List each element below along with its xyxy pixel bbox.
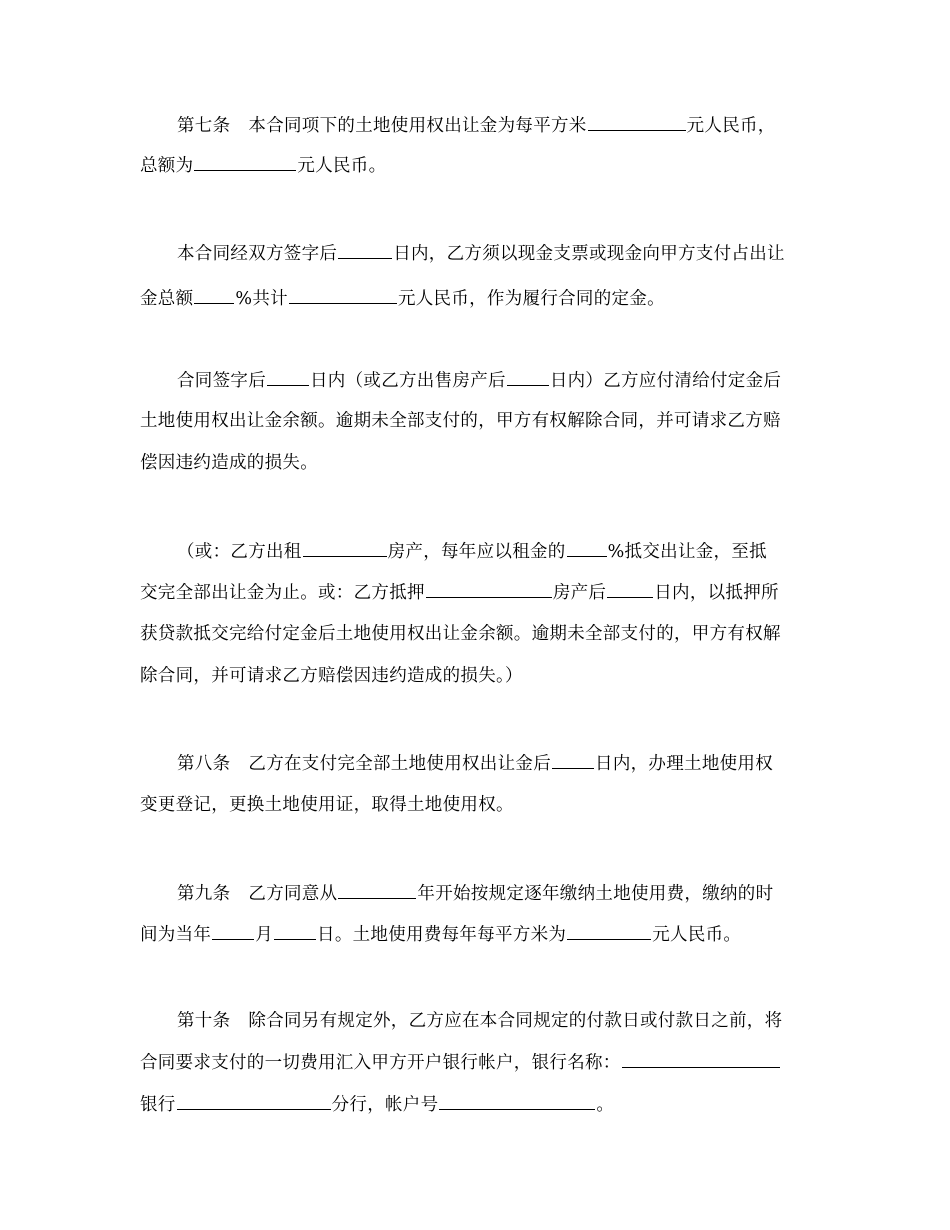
article7-text: 元人民币， — [686, 116, 776, 136]
article9-line2 — [140, 922, 741, 947]
article8-text: 乙方在支付完全部土地使用权出让金后 — [248, 754, 552, 774]
article9-label: 第九条 — [177, 884, 231, 904]
alternative-text: 房产，每年应以租金的 — [387, 542, 566, 562]
alternative-text: 房产后 — [552, 583, 607, 603]
blank-total-amount — [194, 153, 296, 171]
alternative-text: %抵交出让金，至抵 — [607, 542, 767, 562]
alternative-line3 — [140, 622, 781, 646]
article9-text: 日。土地使用费每年每平方米为 — [317, 925, 567, 945]
article9-text: 元人民币。 — [652, 925, 742, 945]
article10-label: 第十条 — [177, 1011, 231, 1031]
article7-text: 本合同项下的土地使用权出让金为每平方米 — [248, 116, 587, 136]
blank-price-per-sqm — [588, 113, 686, 131]
alternative-line4 — [140, 664, 523, 688]
alternative-text: （或：乙方出租 — [177, 542, 302, 562]
article10-text: 。 — [596, 1095, 615, 1115]
balance-text: 土地使用权出让金余额。逾期未全部支付的，甲方有权解除合同，并可请求乙方赔 — [140, 411, 781, 431]
article10-line1 — [177, 1009, 782, 1033]
balance-text: 日内）乙方应付清给付定金后 — [549, 371, 782, 391]
deposit-line1 — [177, 241, 785, 266]
article7-label: 第七条 — [177, 116, 231, 136]
blank-rent-property — [303, 539, 387, 557]
blank-bank-name — [622, 1050, 780, 1068]
deposit-text: 本合同经双方签字后 — [177, 244, 338, 264]
alternative-text: 除合同，并可请求乙方赔偿因违约造成的损失。） — [140, 666, 523, 686]
deposit-text: 金总额 — [140, 289, 194, 309]
blank-mortgage-property — [426, 580, 552, 598]
deposit-text: 元人民币，作为履行合同的定金。 — [397, 289, 665, 309]
article9-text: 乙方同意从 — [248, 884, 338, 904]
deposit-line2 — [140, 286, 665, 311]
balance-text: 日内（或乙方出售房产后 — [310, 371, 506, 391]
blank-percent — [194, 286, 234, 304]
alternative-text: 交完全部出让金为止。或：乙方抵押 — [140, 583, 425, 603]
alternative-text: 获贷款抵交完给付定金后土地使用权出让金余额。逾期未全部支付的，甲方有权解 — [140, 624, 781, 644]
alternative-line1 — [177, 539, 767, 564]
balance-text: 偿因违约造成的损失。 — [140, 453, 318, 473]
alternative-text: 日内，以抵押所 — [654, 583, 779, 603]
article10-text: 除合同另有规定外，乙方应在本合同规定的付款日或付款日之前，将 — [248, 1011, 783, 1031]
article9-text: 月 — [255, 925, 274, 945]
balance-line1 — [177, 368, 781, 393]
balance-line2 — [140, 409, 781, 433]
article7-line2 — [140, 153, 386, 178]
blank-fee — [567, 922, 651, 940]
blank-days — [607, 580, 653, 598]
article10-text: 银行 — [140, 1095, 176, 1115]
article7-text: 总额为 — [140, 156, 194, 176]
article8-line1 — [177, 751, 773, 776]
article8-text: 变更登记，更换土地使用证，取得土地使用权。 — [140, 795, 514, 815]
blank-days — [338, 241, 392, 259]
blank-deposit-amount — [289, 286, 397, 304]
blank-days — [267, 368, 309, 386]
article9-line1 — [177, 881, 773, 906]
deposit-text: 日内，乙方须以现金支票或现金向甲方支付占出让 — [393, 244, 785, 264]
blank-account-number — [439, 1092, 595, 1110]
blank-year — [338, 881, 416, 899]
blank-day — [274, 922, 316, 940]
blank-days — [507, 368, 549, 386]
balance-line3 — [140, 451, 318, 475]
article10-line2 — [140, 1050, 781, 1075]
blank-month — [212, 922, 254, 940]
article7-line1 — [177, 113, 776, 138]
article8-text: 日内，办理土地使用权 — [595, 754, 774, 774]
article10-text: 分行，帐户号 — [331, 1095, 439, 1115]
blank-percent — [567, 539, 607, 557]
article7-text: 元人民币。 — [297, 156, 387, 176]
article10-text: 合同要求支付的一切费用汇入甲方开户银行帐户，银行名称： — [140, 1053, 621, 1073]
alternative-line2 — [140, 580, 779, 605]
article8-label: 第八条 — [177, 754, 231, 774]
article10-line3 — [140, 1092, 614, 1117]
article9-text: 年开始按规定逐年缴纳土地使用费，缴纳的时 — [417, 884, 774, 904]
blank-days — [552, 751, 594, 769]
article8-line2 — [140, 793, 514, 817]
article9-text: 间为当年 — [140, 925, 212, 945]
blank-branch — [177, 1092, 331, 1110]
deposit-text: %共计 — [235, 289, 288, 309]
balance-text: 合同签字后 — [177, 371, 266, 391]
